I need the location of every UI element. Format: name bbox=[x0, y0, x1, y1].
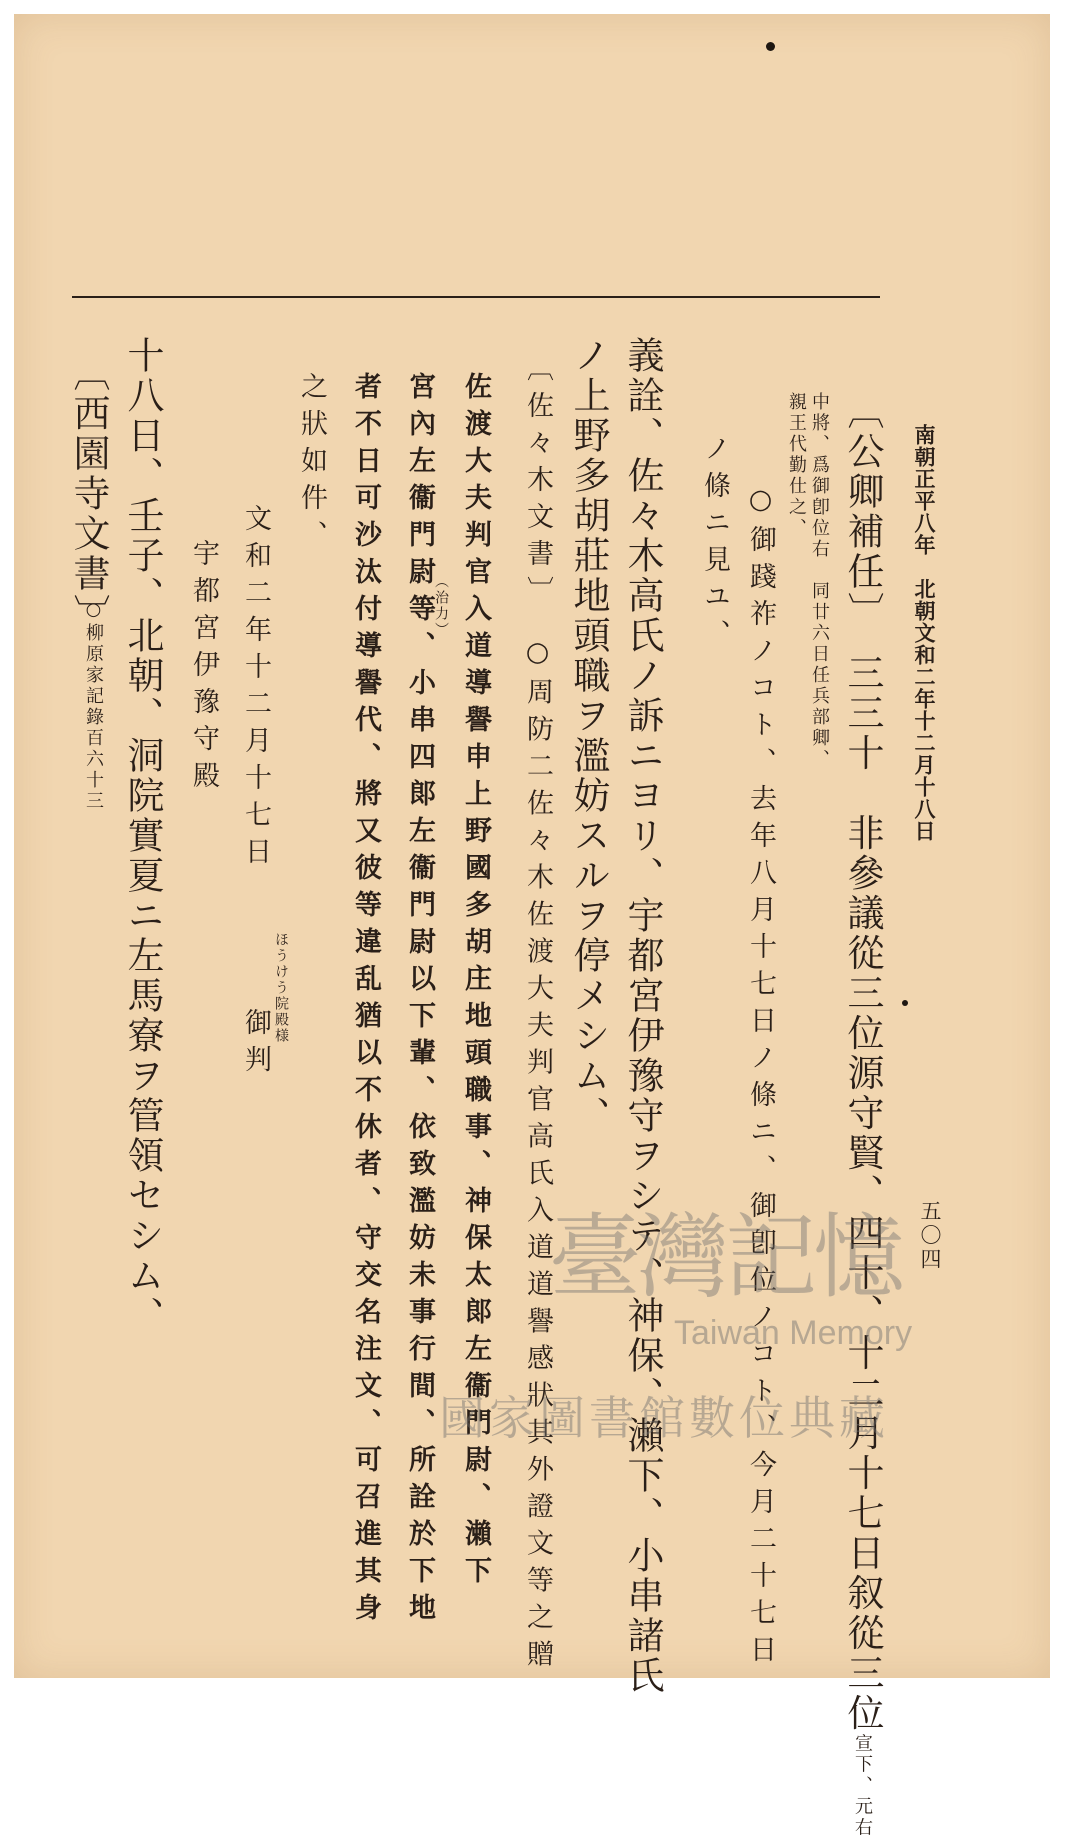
lower-line-5-note: （治力） bbox=[433, 574, 449, 638]
entry-line: 十八日、壬子、北朝、洞院實夏ニ左馬寮ヲ管領セシム、 bbox=[121, 336, 164, 1336]
section-divider bbox=[72, 296, 880, 298]
upper-line-1-text: 〔公卿補任〕 三三十 非參議從三位源守賢、四十、十二月十七日叙從三位 bbox=[841, 392, 884, 1734]
lower-line-2: ノ上野多胡莊地頭職ヲ濫妨スルヲ停メシム、 bbox=[567, 336, 610, 1136]
signature-note: ほうけう院殿様 bbox=[273, 932, 289, 1044]
watermark-english: Taiwan Memory bbox=[674, 1314, 913, 1352]
upper-line-5: ノ條ニ見ユ、 bbox=[699, 434, 730, 656]
signature: 御判 bbox=[240, 1008, 271, 1082]
lower-line-6: 者不日可沙汰付導譽代、將又彼等違乱猶以不休者、守交名注文、可召進其身 bbox=[350, 372, 381, 1630]
upper-line-1 bbox=[841, 392, 884, 1839]
document-page bbox=[14, 14, 1050, 1839]
source-note: ○柳原家記錄百六十三 bbox=[83, 599, 104, 812]
lower-line-4: 佐渡大夫判官入道導譽申上野國多胡庄地頭職事、神保太郞左衞門尉、瀨下 bbox=[460, 372, 491, 1593]
watermark-logo: 臺灣記憶 bbox=[549, 1204, 902, 1311]
lower-line-5 bbox=[406, 372, 433, 1630]
upper-line-2: 中將、爲御卽位右 同廿六日任兵部卿、 bbox=[809, 392, 830, 770]
page-number: 五〇四 bbox=[918, 1200, 942, 1272]
upper-line-4: ○御踐祚ノコト、去年八月十七日ノ條ニ、御卽位ノコト、今月二十七日 bbox=[745, 484, 776, 1672]
watermark-chinese: 國家圖書館數位典藏 bbox=[439, 1391, 889, 1445]
upper-line-3: 親王代勤仕之、 bbox=[786, 392, 807, 539]
lower-line-5-text: 宮內左衞門尉等、小串四郞左衞門尉以下輩、依致濫妨未事行間、所詮於下地 bbox=[404, 372, 435, 1630]
lower-line-7: 之狀如件、 bbox=[296, 372, 327, 557]
ink-spot-small bbox=[902, 1000, 908, 1006]
letter-date: 文和二年十二月十七日 bbox=[240, 504, 271, 874]
lower-line-1: 義詮、佐々木高氏ノ訴ニヨリ、宇都宮伊豫守ヲシテ、神保、瀨下、小串諸氏 bbox=[621, 336, 664, 1696]
lower-line-3: 〔佐々木文書〕 ○周防二佐々木佐渡大夫判官高氏入道道譽感狀其外證文等之贈 bbox=[522, 354, 553, 1677]
upper-line-1-note: 宣下、元右 bbox=[852, 1733, 873, 1839]
ink-spot bbox=[766, 42, 775, 51]
running-head: 南朝正平八年 北朝文和二年十二月十八日 bbox=[912, 424, 937, 842]
addressee: 宇都宮伊豫守殿 bbox=[188, 539, 219, 798]
source-title: 〔西園寺文書〕 bbox=[67, 354, 110, 634]
